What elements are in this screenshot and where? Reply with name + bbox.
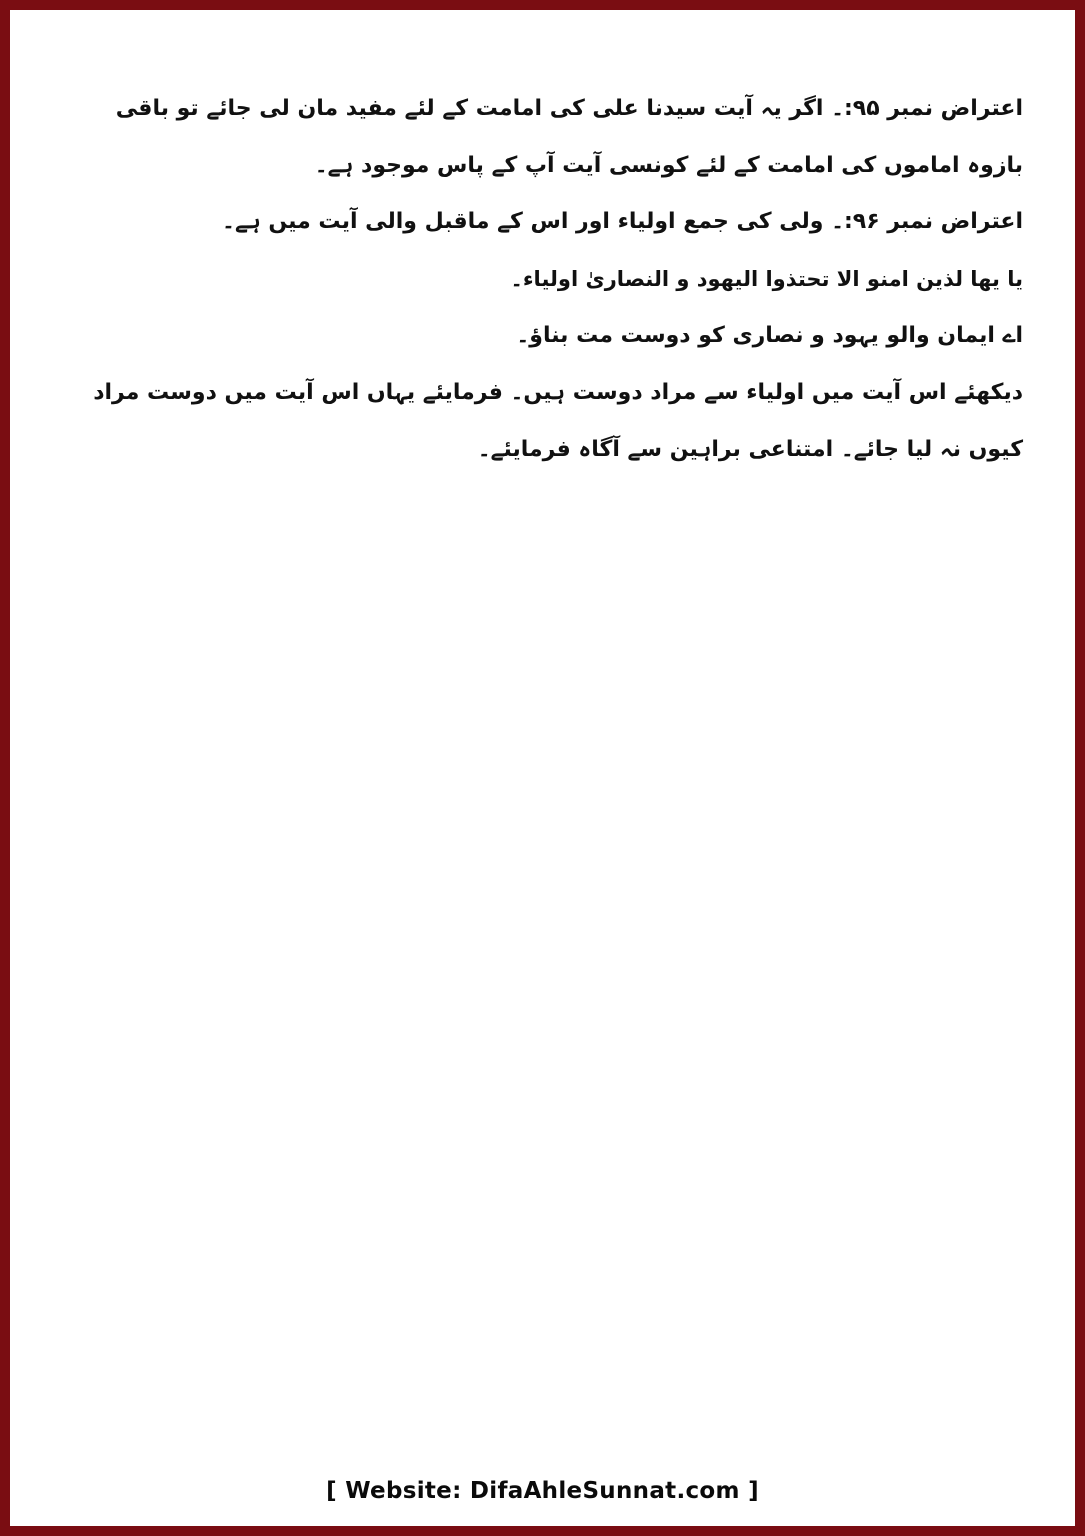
- closing-question-paragraph: دیکھئے اس آیت میں اولیاء سے مراد دوست ہیں۔ فرمایئے یہاں اس آیت میں دوست مراد کیوں نہ لیا جائے۔ امتناعی براہین سے آگاہ فرمایئے۔: [93, 380, 1023, 462]
- verse-translation-line: اے ایمان والو یہود و نصاری کو دوست مت بناؤ۔: [516, 323, 1023, 348]
- quran-verse-line: یا یھا لذین امنو الا تحتذوا الیھود و النصاریٰ اولیاء۔: [510, 267, 1023, 291]
- objection-95-paragraph: اعتراض نمبر ۹۵:۔ اگر یہ آیت سیدنا علی کی امامت کے لئے مفید مان لی جائے تو باقی بازوہ اماموں کی امامت کے لئے کونسی آیت آپ کے پاس موجود ہے۔: [115, 96, 1023, 178]
- website-footer: [ Website: DifaAhleSunnat.com ]: [326, 1478, 759, 1504]
- document-body: [62, 80, 1023, 478]
- objection-96-paragraph: اعتراض نمبر ۹۶:۔ ولی کی جمع اولیاء اور اس کے ماقبل والی آیت میں ہے۔: [222, 209, 1023, 234]
